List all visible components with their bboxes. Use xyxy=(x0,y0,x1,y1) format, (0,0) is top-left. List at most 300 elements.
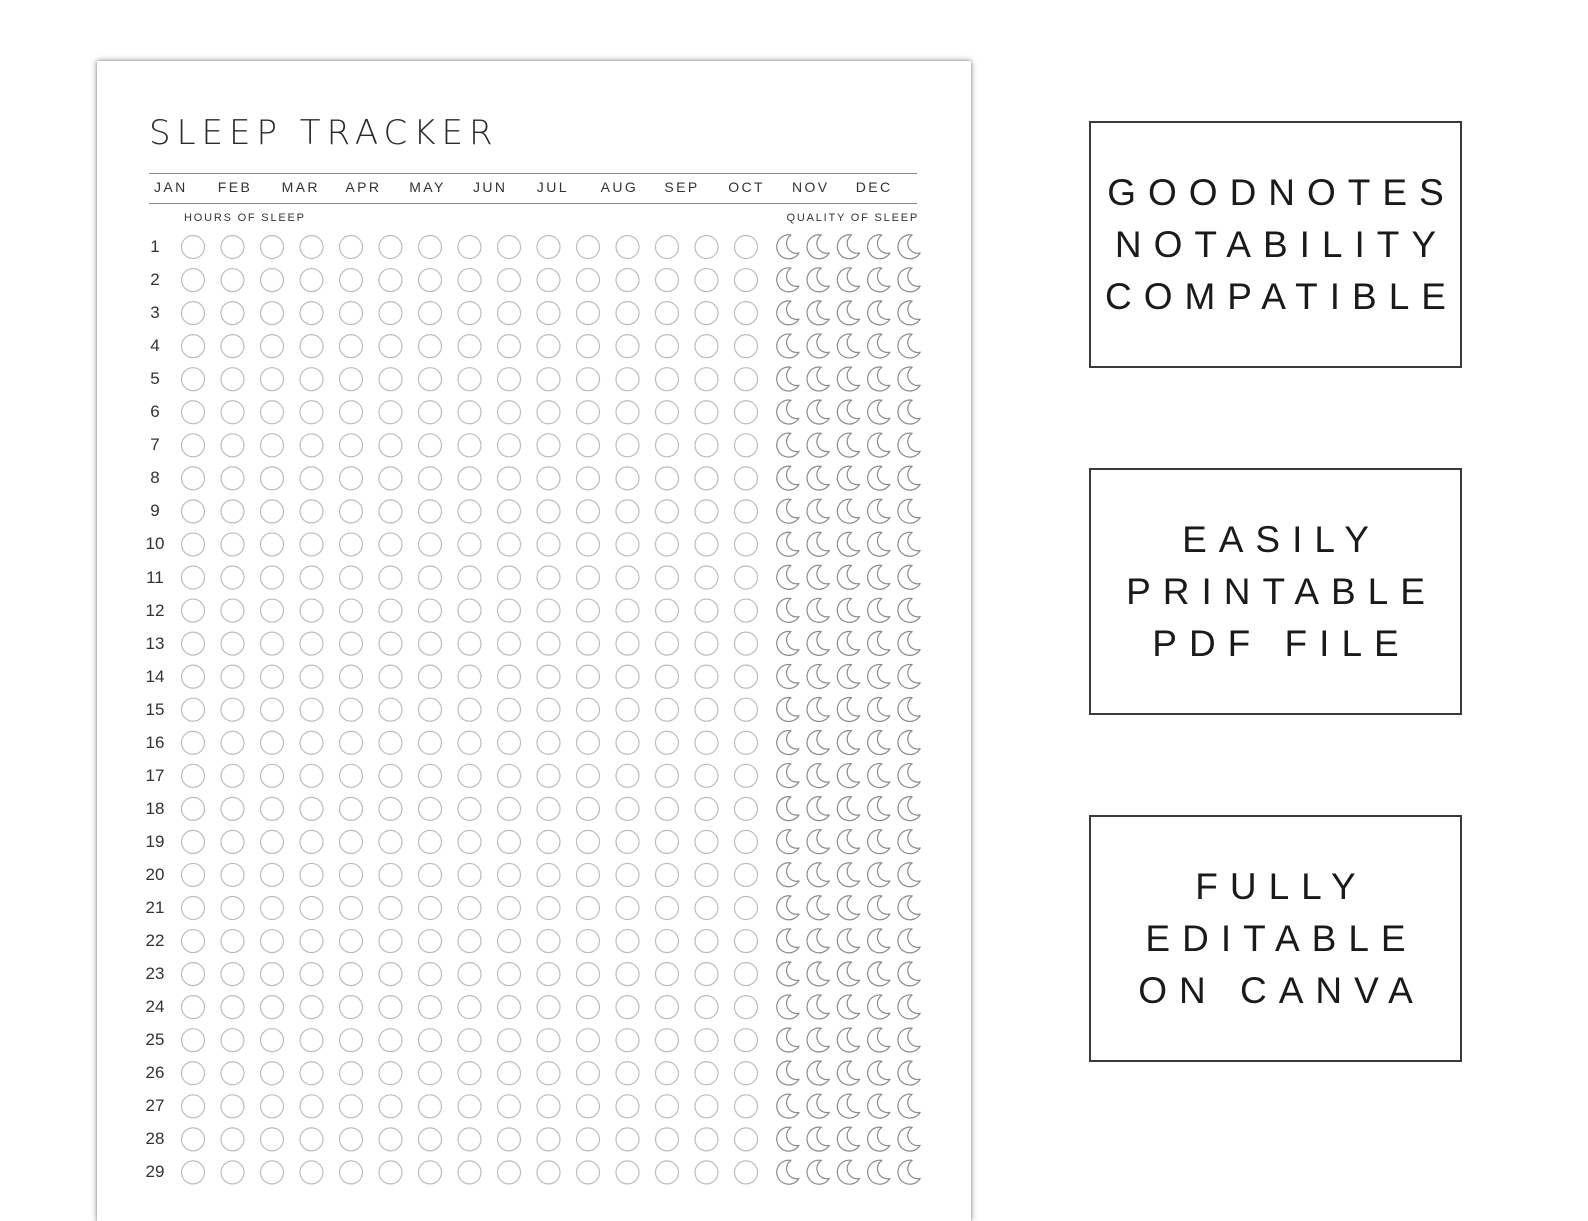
circle-outline-icon[interactable] xyxy=(616,302,639,325)
circle-outline-icon[interactable] xyxy=(537,996,560,1019)
circle-outline-icon[interactable] xyxy=(695,467,718,490)
circle-outline-icon[interactable] xyxy=(616,500,639,523)
crescent-moon-icon[interactable] xyxy=(868,863,890,887)
crescent-moon-icon[interactable] xyxy=(898,830,920,854)
circle-outline-icon[interactable] xyxy=(498,533,521,556)
circle-outline-icon[interactable] xyxy=(340,368,363,391)
circle-outline-icon[interactable] xyxy=(221,236,244,259)
crescent-moon-icon[interactable] xyxy=(807,731,829,755)
circle-outline-icon[interactable] xyxy=(261,830,284,853)
crescent-moon-icon[interactable] xyxy=(837,1061,859,1085)
circle-outline-icon[interactable] xyxy=(300,665,323,688)
crescent-moon-icon[interactable] xyxy=(868,764,890,788)
crescent-moon-icon[interactable] xyxy=(868,962,890,986)
circle-outline-icon[interactable] xyxy=(735,996,758,1019)
circle-outline-icon[interactable] xyxy=(340,566,363,589)
circle-outline-icon[interactable] xyxy=(261,897,284,920)
crescent-moon-icon[interactable] xyxy=(777,400,799,424)
circle-outline-icon[interactable] xyxy=(379,467,402,490)
circle-outline-icon[interactable] xyxy=(340,269,363,292)
crescent-moon-icon[interactable] xyxy=(807,1094,829,1118)
circle-outline-icon[interactable] xyxy=(300,963,323,986)
crescent-moon-icon[interactable] xyxy=(898,565,920,589)
circle-outline-icon[interactable] xyxy=(577,269,600,292)
crescent-moon-icon[interactable] xyxy=(837,929,859,953)
circle-outline-icon[interactable] xyxy=(379,665,402,688)
circle-outline-icon[interactable] xyxy=(695,665,718,688)
circle-outline-icon[interactable] xyxy=(458,632,481,655)
crescent-moon-icon[interactable] xyxy=(777,631,799,655)
circle-outline-icon[interactable] xyxy=(379,269,402,292)
crescent-moon-icon[interactable] xyxy=(837,598,859,622)
circle-outline-icon[interactable] xyxy=(735,797,758,820)
circle-outline-icon[interactable] xyxy=(340,665,363,688)
crescent-moon-icon[interactable] xyxy=(868,830,890,854)
circle-outline-icon[interactable] xyxy=(419,368,442,391)
circle-outline-icon[interactable] xyxy=(261,1128,284,1151)
crescent-moon-icon[interactable] xyxy=(868,466,890,490)
circle-outline-icon[interactable] xyxy=(577,665,600,688)
crescent-moon-icon[interactable] xyxy=(898,301,920,325)
crescent-moon-icon[interactable] xyxy=(807,400,829,424)
circle-outline-icon[interactable] xyxy=(458,599,481,622)
circle-outline-icon[interactable] xyxy=(537,1062,560,1085)
circle-outline-icon[interactable] xyxy=(656,236,679,259)
crescent-moon-icon[interactable] xyxy=(898,532,920,556)
circle-outline-icon[interactable] xyxy=(340,500,363,523)
circle-outline-icon[interactable] xyxy=(458,1095,481,1118)
circle-outline-icon[interactable] xyxy=(537,599,560,622)
crescent-moon-icon[interactable] xyxy=(837,631,859,655)
crescent-moon-icon[interactable] xyxy=(807,797,829,821)
circle-outline-icon[interactable] xyxy=(340,1029,363,1052)
circle-outline-icon[interactable] xyxy=(340,335,363,358)
circle-outline-icon[interactable] xyxy=(577,368,600,391)
circle-outline-icon[interactable] xyxy=(419,764,442,787)
circle-outline-icon[interactable] xyxy=(419,434,442,457)
circle-outline-icon[interactable] xyxy=(656,797,679,820)
crescent-moon-icon[interactable] xyxy=(837,731,859,755)
circle-outline-icon[interactable] xyxy=(300,1062,323,1085)
circle-outline-icon[interactable] xyxy=(300,1128,323,1151)
circle-outline-icon[interactable] xyxy=(419,897,442,920)
circle-outline-icon[interactable] xyxy=(379,335,402,358)
crescent-moon-icon[interactable] xyxy=(898,598,920,622)
circle-outline-icon[interactable] xyxy=(261,533,284,556)
circle-outline-icon[interactable] xyxy=(656,269,679,292)
circle-outline-icon[interactable] xyxy=(735,368,758,391)
crescent-moon-icon[interactable] xyxy=(837,664,859,688)
crescent-moon-icon[interactable] xyxy=(837,797,859,821)
circle-outline-icon[interactable] xyxy=(182,335,205,358)
circle-outline-icon[interactable] xyxy=(182,1161,205,1184)
circle-outline-icon[interactable] xyxy=(182,1062,205,1085)
crescent-moon-icon[interactable] xyxy=(868,731,890,755)
circle-outline-icon[interactable] xyxy=(261,930,284,953)
circle-outline-icon[interactable] xyxy=(735,1128,758,1151)
circle-outline-icon[interactable] xyxy=(498,1128,521,1151)
circle-outline-icon[interactable] xyxy=(577,1095,600,1118)
circle-outline-icon[interactable] xyxy=(656,599,679,622)
circle-outline-icon[interactable] xyxy=(537,533,560,556)
circle-outline-icon[interactable] xyxy=(379,731,402,754)
circle-outline-icon[interactable] xyxy=(616,335,639,358)
circle-outline-icon[interactable] xyxy=(537,897,560,920)
circle-outline-icon[interactable] xyxy=(498,302,521,325)
circle-outline-icon[interactable] xyxy=(300,1029,323,1052)
circle-outline-icon[interactable] xyxy=(379,698,402,721)
circle-outline-icon[interactable] xyxy=(261,500,284,523)
circle-outline-icon[interactable] xyxy=(695,566,718,589)
circle-outline-icon[interactable] xyxy=(695,930,718,953)
circle-outline-icon[interactable] xyxy=(498,368,521,391)
circle-outline-icon[interactable] xyxy=(340,599,363,622)
circle-outline-icon[interactable] xyxy=(340,1161,363,1184)
crescent-moon-icon[interactable] xyxy=(807,301,829,325)
circle-outline-icon[interactable] xyxy=(735,764,758,787)
circle-outline-icon[interactable] xyxy=(656,1095,679,1118)
circle-outline-icon[interactable] xyxy=(537,368,560,391)
circle-outline-icon[interactable] xyxy=(379,1095,402,1118)
circle-outline-icon[interactable] xyxy=(537,467,560,490)
circle-outline-icon[interactable] xyxy=(261,467,284,490)
crescent-moon-icon[interactable] xyxy=(898,664,920,688)
circle-outline-icon[interactable] xyxy=(379,1029,402,1052)
circle-outline-icon[interactable] xyxy=(458,368,481,391)
crescent-moon-icon[interactable] xyxy=(837,400,859,424)
circle-outline-icon[interactable] xyxy=(577,467,600,490)
circle-outline-icon[interactable] xyxy=(498,566,521,589)
circle-outline-icon[interactable] xyxy=(735,930,758,953)
circle-outline-icon[interactable] xyxy=(300,797,323,820)
circle-outline-icon[interactable] xyxy=(379,1161,402,1184)
crescent-moon-icon[interactable] xyxy=(898,499,920,523)
circle-outline-icon[interactable] xyxy=(537,830,560,853)
circle-outline-icon[interactable] xyxy=(340,1095,363,1118)
circle-outline-icon[interactable] xyxy=(300,269,323,292)
circle-outline-icon[interactable] xyxy=(656,302,679,325)
circle-outline-icon[interactable] xyxy=(379,632,402,655)
circle-outline-icon[interactable] xyxy=(379,1128,402,1151)
circle-outline-icon[interactable] xyxy=(300,368,323,391)
circle-outline-icon[interactable] xyxy=(577,533,600,556)
circle-outline-icon[interactable] xyxy=(656,830,679,853)
circle-outline-icon[interactable] xyxy=(498,764,521,787)
circle-outline-icon[interactable] xyxy=(616,897,639,920)
circle-outline-icon[interactable] xyxy=(616,863,639,886)
circle-outline-icon[interactable] xyxy=(300,533,323,556)
circle-outline-icon[interactable] xyxy=(577,599,600,622)
circle-outline-icon[interactable] xyxy=(695,335,718,358)
circle-outline-icon[interactable] xyxy=(577,996,600,1019)
circle-outline-icon[interactable] xyxy=(537,236,560,259)
circle-outline-icon[interactable] xyxy=(498,599,521,622)
circle-outline-icon[interactable] xyxy=(735,566,758,589)
crescent-moon-icon[interactable] xyxy=(807,631,829,655)
circle-outline-icon[interactable] xyxy=(458,533,481,556)
crescent-moon-icon[interactable] xyxy=(807,499,829,523)
circle-outline-icon[interactable] xyxy=(261,599,284,622)
circle-outline-icon[interactable] xyxy=(221,434,244,457)
circle-outline-icon[interactable] xyxy=(695,1029,718,1052)
circle-outline-icon[interactable] xyxy=(419,1029,442,1052)
crescent-moon-icon[interactable] xyxy=(807,598,829,622)
circle-outline-icon[interactable] xyxy=(261,1029,284,1052)
circle-outline-icon[interactable] xyxy=(616,1161,639,1184)
crescent-moon-icon[interactable] xyxy=(868,301,890,325)
circle-outline-icon[interactable] xyxy=(182,434,205,457)
circle-outline-icon[interactable] xyxy=(577,830,600,853)
circle-outline-icon[interactable] xyxy=(695,368,718,391)
circle-outline-icon[interactable] xyxy=(221,599,244,622)
circle-outline-icon[interactable] xyxy=(537,335,560,358)
circle-outline-icon[interactable] xyxy=(616,830,639,853)
circle-outline-icon[interactable] xyxy=(735,665,758,688)
crescent-moon-icon[interactable] xyxy=(837,1028,859,1052)
circle-outline-icon[interactable] xyxy=(379,566,402,589)
circle-outline-icon[interactable] xyxy=(616,698,639,721)
circle-outline-icon[interactable] xyxy=(419,797,442,820)
circle-outline-icon[interactable] xyxy=(695,401,718,424)
circle-outline-icon[interactable] xyxy=(616,797,639,820)
circle-outline-icon[interactable] xyxy=(261,963,284,986)
crescent-moon-icon[interactable] xyxy=(807,268,829,292)
circle-outline-icon[interactable] xyxy=(735,302,758,325)
circle-outline-icon[interactable] xyxy=(656,930,679,953)
circle-outline-icon[interactable] xyxy=(182,632,205,655)
circle-outline-icon[interactable] xyxy=(577,698,600,721)
circle-outline-icon[interactable] xyxy=(735,434,758,457)
circle-outline-icon[interactable] xyxy=(695,797,718,820)
circle-outline-icon[interactable] xyxy=(616,1128,639,1151)
circle-outline-icon[interactable] xyxy=(656,467,679,490)
crescent-moon-icon[interactable] xyxy=(777,433,799,457)
circle-outline-icon[interactable] xyxy=(498,731,521,754)
crescent-moon-icon[interactable] xyxy=(807,929,829,953)
crescent-moon-icon[interactable] xyxy=(837,466,859,490)
circle-outline-icon[interactable] xyxy=(379,500,402,523)
circle-outline-icon[interactable] xyxy=(379,963,402,986)
circle-outline-icon[interactable] xyxy=(695,599,718,622)
circle-outline-icon[interactable] xyxy=(458,467,481,490)
circle-outline-icon[interactable] xyxy=(616,368,639,391)
crescent-moon-icon[interactable] xyxy=(777,235,799,259)
circle-outline-icon[interactable] xyxy=(735,335,758,358)
crescent-moon-icon[interactable] xyxy=(807,896,829,920)
circle-outline-icon[interactable] xyxy=(300,599,323,622)
circle-outline-icon[interactable] xyxy=(656,963,679,986)
circle-outline-icon[interactable] xyxy=(577,897,600,920)
circle-outline-icon[interactable] xyxy=(616,764,639,787)
circle-outline-icon[interactable] xyxy=(261,632,284,655)
circle-outline-icon[interactable] xyxy=(458,335,481,358)
circle-outline-icon[interactable] xyxy=(182,566,205,589)
crescent-moon-icon[interactable] xyxy=(837,1094,859,1118)
circle-outline-icon[interactable] xyxy=(695,236,718,259)
circle-outline-icon[interactable] xyxy=(498,963,521,986)
circle-outline-icon[interactable] xyxy=(695,1095,718,1118)
circle-outline-icon[interactable] xyxy=(261,1095,284,1118)
circle-outline-icon[interactable] xyxy=(419,1161,442,1184)
circle-outline-icon[interactable] xyxy=(656,368,679,391)
circle-outline-icon[interactable] xyxy=(261,698,284,721)
crescent-moon-icon[interactable] xyxy=(868,367,890,391)
circle-outline-icon[interactable] xyxy=(498,335,521,358)
crescent-moon-icon[interactable] xyxy=(868,1127,890,1151)
circle-outline-icon[interactable] xyxy=(735,863,758,886)
circle-outline-icon[interactable] xyxy=(537,797,560,820)
circle-outline-icon[interactable] xyxy=(735,599,758,622)
circle-outline-icon[interactable] xyxy=(182,401,205,424)
crescent-moon-icon[interactable] xyxy=(777,863,799,887)
crescent-moon-icon[interactable] xyxy=(777,664,799,688)
circle-outline-icon[interactable] xyxy=(735,1062,758,1085)
circle-outline-icon[interactable] xyxy=(458,665,481,688)
crescent-moon-icon[interactable] xyxy=(837,697,859,721)
circle-outline-icon[interactable] xyxy=(182,930,205,953)
circle-outline-icon[interactable] xyxy=(419,401,442,424)
circle-outline-icon[interactable] xyxy=(300,1095,323,1118)
circle-outline-icon[interactable] xyxy=(419,1095,442,1118)
circle-outline-icon[interactable] xyxy=(340,533,363,556)
circle-outline-icon[interactable] xyxy=(616,401,639,424)
circle-outline-icon[interactable] xyxy=(616,236,639,259)
circle-outline-icon[interactable] xyxy=(458,830,481,853)
circle-outline-icon[interactable] xyxy=(735,963,758,986)
crescent-moon-icon[interactable] xyxy=(868,565,890,589)
circle-outline-icon[interactable] xyxy=(695,963,718,986)
crescent-moon-icon[interactable] xyxy=(837,764,859,788)
crescent-moon-icon[interactable] xyxy=(777,532,799,556)
circle-outline-icon[interactable] xyxy=(458,963,481,986)
crescent-moon-icon[interactable] xyxy=(777,367,799,391)
crescent-moon-icon[interactable] xyxy=(868,697,890,721)
circle-outline-icon[interactable] xyxy=(537,632,560,655)
crescent-moon-icon[interactable] xyxy=(837,995,859,1019)
crescent-moon-icon[interactable] xyxy=(837,301,859,325)
circle-outline-icon[interactable] xyxy=(340,1062,363,1085)
crescent-moon-icon[interactable] xyxy=(777,697,799,721)
circle-outline-icon[interactable] xyxy=(379,368,402,391)
circle-outline-icon[interactable] xyxy=(577,302,600,325)
circle-outline-icon[interactable] xyxy=(498,797,521,820)
circle-outline-icon[interactable] xyxy=(656,1161,679,1184)
circle-outline-icon[interactable] xyxy=(182,830,205,853)
crescent-moon-icon[interactable] xyxy=(777,1028,799,1052)
circle-outline-icon[interactable] xyxy=(735,1095,758,1118)
circle-outline-icon[interactable] xyxy=(735,698,758,721)
circle-outline-icon[interactable] xyxy=(379,236,402,259)
circle-outline-icon[interactable] xyxy=(182,599,205,622)
circle-outline-icon[interactable] xyxy=(498,632,521,655)
circle-outline-icon[interactable] xyxy=(577,731,600,754)
circle-outline-icon[interactable] xyxy=(261,764,284,787)
circle-outline-icon[interactable] xyxy=(577,566,600,589)
circle-outline-icon[interactable] xyxy=(498,500,521,523)
crescent-moon-icon[interactable] xyxy=(868,433,890,457)
circle-outline-icon[interactable] xyxy=(261,797,284,820)
crescent-moon-icon[interactable] xyxy=(837,433,859,457)
crescent-moon-icon[interactable] xyxy=(837,367,859,391)
circle-outline-icon[interactable] xyxy=(458,797,481,820)
circle-outline-icon[interactable] xyxy=(577,401,600,424)
circle-outline-icon[interactable] xyxy=(300,698,323,721)
circle-outline-icon[interactable] xyxy=(261,236,284,259)
circle-outline-icon[interactable] xyxy=(498,467,521,490)
circle-outline-icon[interactable] xyxy=(695,434,718,457)
circle-outline-icon[interactable] xyxy=(261,665,284,688)
circle-outline-icon[interactable] xyxy=(616,467,639,490)
crescent-moon-icon[interactable] xyxy=(898,962,920,986)
circle-outline-icon[interactable] xyxy=(577,797,600,820)
circle-outline-icon[interactable] xyxy=(300,930,323,953)
circle-outline-icon[interactable] xyxy=(221,665,244,688)
circle-outline-icon[interactable] xyxy=(656,1029,679,1052)
circle-outline-icon[interactable] xyxy=(340,963,363,986)
circle-outline-icon[interactable] xyxy=(498,269,521,292)
crescent-moon-icon[interactable] xyxy=(777,995,799,1019)
circle-outline-icon[interactable] xyxy=(577,1062,600,1085)
circle-outline-icon[interactable] xyxy=(656,566,679,589)
circle-outline-icon[interactable] xyxy=(537,302,560,325)
crescent-moon-icon[interactable] xyxy=(868,664,890,688)
crescent-moon-icon[interactable] xyxy=(898,731,920,755)
circle-outline-icon[interactable] xyxy=(498,434,521,457)
crescent-moon-icon[interactable] xyxy=(837,863,859,887)
circle-outline-icon[interactable] xyxy=(537,401,560,424)
circle-outline-icon[interactable] xyxy=(458,434,481,457)
crescent-moon-icon[interactable] xyxy=(898,433,920,457)
circle-outline-icon[interactable] xyxy=(221,963,244,986)
circle-outline-icon[interactable] xyxy=(537,434,560,457)
circle-outline-icon[interactable] xyxy=(340,797,363,820)
crescent-moon-icon[interactable] xyxy=(807,664,829,688)
crescent-moon-icon[interactable] xyxy=(868,499,890,523)
circle-outline-icon[interactable] xyxy=(221,533,244,556)
circle-outline-icon[interactable] xyxy=(221,797,244,820)
circle-outline-icon[interactable] xyxy=(735,1029,758,1052)
circle-outline-icon[interactable] xyxy=(735,830,758,853)
circle-outline-icon[interactable] xyxy=(577,236,600,259)
crescent-moon-icon[interactable] xyxy=(777,301,799,325)
circle-outline-icon[interactable] xyxy=(261,302,284,325)
circle-outline-icon[interactable] xyxy=(537,930,560,953)
circle-outline-icon[interactable] xyxy=(419,269,442,292)
circle-outline-icon[interactable] xyxy=(498,996,521,1019)
circle-outline-icon[interactable] xyxy=(221,335,244,358)
circle-outline-icon[interactable] xyxy=(379,996,402,1019)
circle-outline-icon[interactable] xyxy=(340,764,363,787)
circle-outline-icon[interactable] xyxy=(537,1161,560,1184)
circle-outline-icon[interactable] xyxy=(221,500,244,523)
circle-outline-icon[interactable] xyxy=(182,368,205,391)
circle-outline-icon[interactable] xyxy=(419,599,442,622)
circle-outline-icon[interactable] xyxy=(498,236,521,259)
crescent-moon-icon[interactable] xyxy=(777,565,799,589)
circle-outline-icon[interactable] xyxy=(656,533,679,556)
crescent-moon-icon[interactable] xyxy=(807,367,829,391)
circle-outline-icon[interactable] xyxy=(379,863,402,886)
crescent-moon-icon[interactable] xyxy=(807,962,829,986)
circle-outline-icon[interactable] xyxy=(577,335,600,358)
circle-outline-icon[interactable] xyxy=(221,1029,244,1052)
circle-outline-icon[interactable] xyxy=(616,930,639,953)
circle-outline-icon[interactable] xyxy=(221,830,244,853)
circle-outline-icon[interactable] xyxy=(735,1161,758,1184)
circle-outline-icon[interactable] xyxy=(695,533,718,556)
crescent-moon-icon[interactable] xyxy=(777,962,799,986)
circle-outline-icon[interactable] xyxy=(221,401,244,424)
